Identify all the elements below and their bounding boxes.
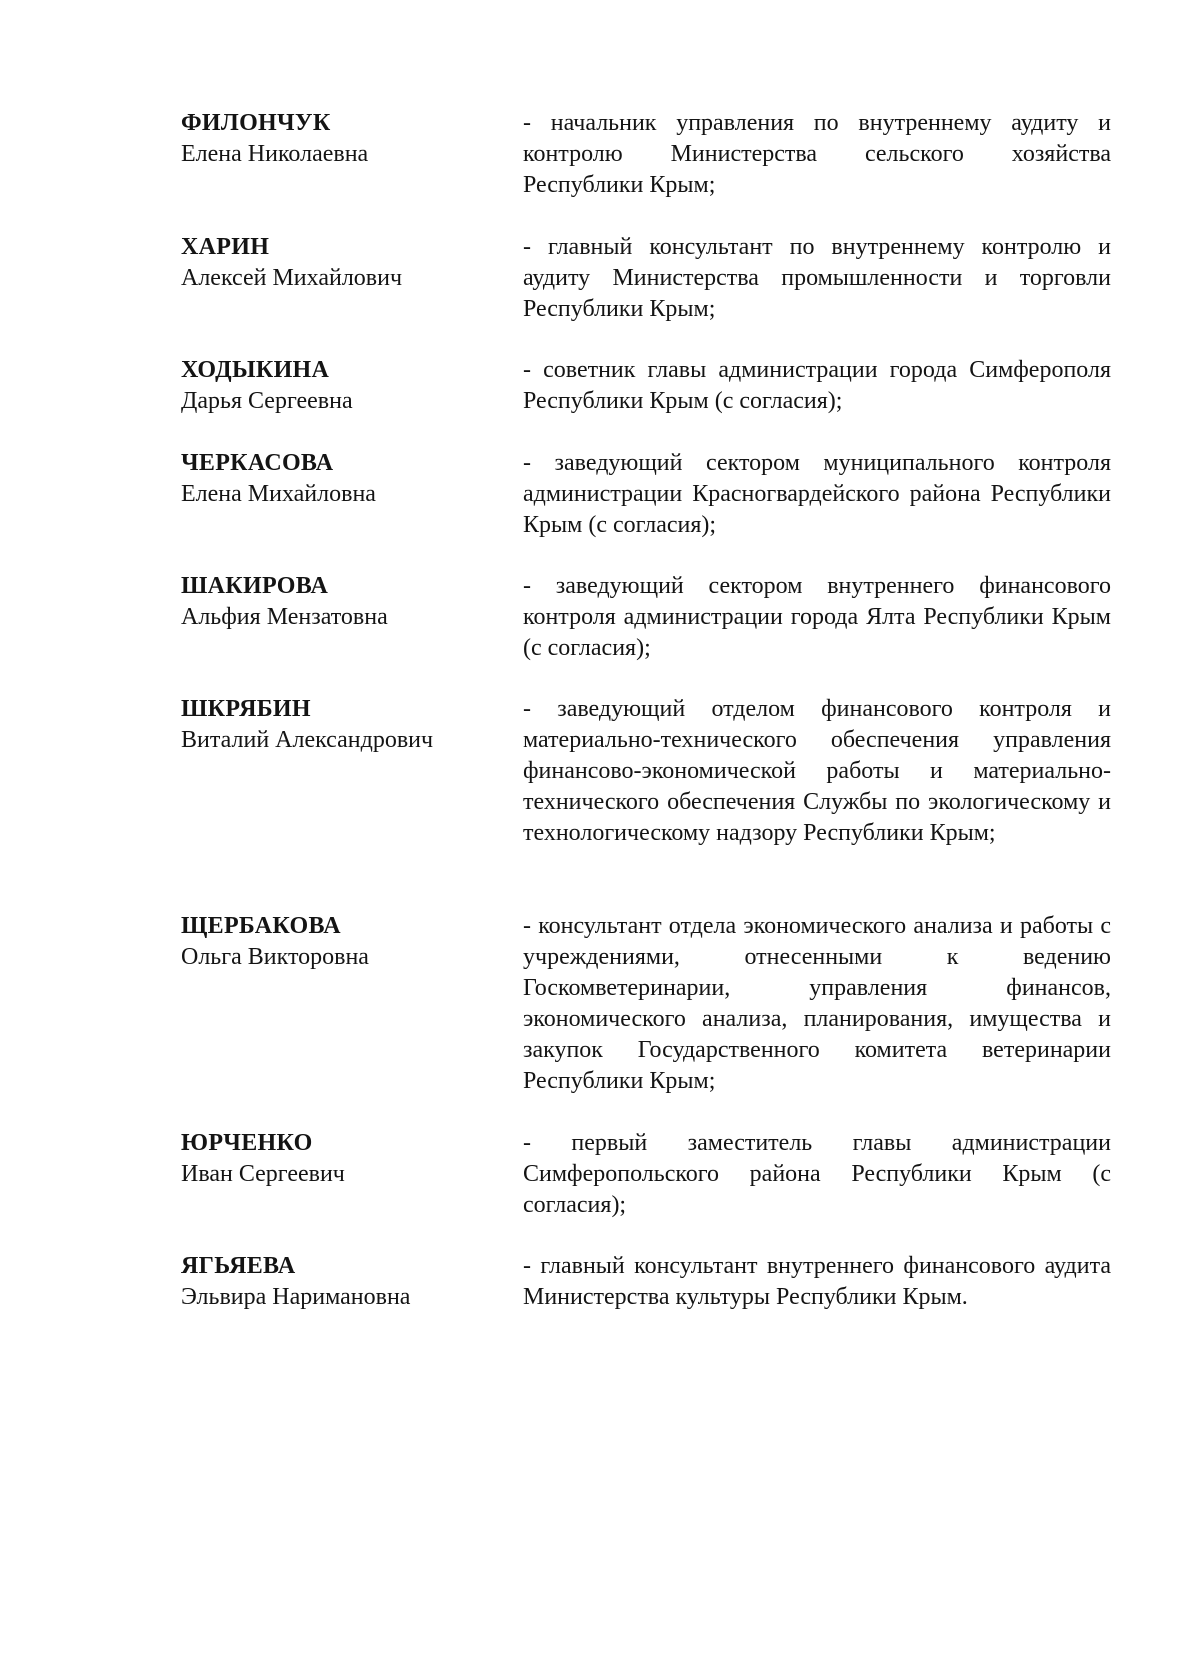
- member-surname: ФИЛОНЧУК: [181, 110, 331, 136]
- member-name: [181, 571, 511, 633]
- member-given-names: Елена Николаевна: [181, 141, 369, 167]
- member-name: [181, 694, 511, 756]
- member-surname: ЩЕРБАКОВА: [181, 913, 341, 939]
- member-position: - консультант отдела экономического анализа и работы с учреждениями, отнесенными к ведению Госкомветеринарии, управления финансов, экономического анализа, планирования, имущества и закупок Государственного комитета ветеринарии Республики Крым;: [523, 913, 1111, 1094]
- member-surname: ЧЕРКАСОВА: [181, 450, 334, 476]
- member-position: - главный консультант внутреннего финансового аудита Министерства культуры Республики Крым.: [523, 1253, 1111, 1310]
- member-position: - первый заместитель главы администрации Симферопольского района Республики Крым (с согласия);: [523, 1130, 1111, 1218]
- member-surname: ЮРЧЕНКО: [181, 1130, 313, 1156]
- member-surname: ШАКИРОВА: [181, 573, 329, 599]
- member-given-names: Иван Сергеевич: [181, 1161, 345, 1187]
- member-name: [181, 108, 511, 170]
- member-given-names: Дарья Сергеевна: [181, 388, 353, 414]
- member-position: - начальник управления по внутреннему аудиту и контролю Министерства сельского хозяйства Республики Крым;: [523, 110, 1111, 198]
- member-name: [181, 1128, 511, 1190]
- member-position: - заведующий сектором внутреннего финансового контроля администрации города Ялта Республики Крым (с согласия);: [523, 573, 1111, 661]
- member-surname: ЯГЬЯЕВА: [181, 1253, 296, 1279]
- member-surname: ХОДЫКИНА: [181, 357, 330, 383]
- member-given-names: Елена Михайловна: [181, 481, 376, 507]
- member-position: - советник главы администрации города Симферополя Республики Крым (с согласия);: [523, 357, 1111, 414]
- member-given-names: Алексей Михайлович: [181, 265, 403, 291]
- member-surname: ШКРЯБИН: [181, 696, 311, 722]
- member-given-names: Ольга Викторовна: [181, 944, 369, 970]
- member-name: [181, 911, 511, 973]
- member-given-names: Альфия Мензатовна: [181, 604, 388, 630]
- member-name: [181, 1251, 511, 1313]
- member-name: [181, 448, 511, 510]
- member-surname: ХАРИН: [181, 234, 270, 260]
- member-name: [181, 355, 511, 417]
- member-given-names: Виталий Александрович: [181, 727, 434, 753]
- member-position: - заведующий сектором муниципального контроля администрации Красногвардейского района Республики Крым (с согласия);: [523, 450, 1111, 538]
- member-name: [181, 232, 511, 294]
- member-position: - заведующий отделом финансового контроля и материально-технического обеспечения управления финансово-экономической работы и материально-технического обеспечения Службы по экологическому и технологическому надзору Республики Крым;: [523, 696, 1111, 846]
- member-position: - главный консультант по внутреннему контролю и аудиту Министерства промышленности и торговли Республики Крым;: [523, 234, 1111, 322]
- member-given-names: Эльвира Наримановна: [181, 1284, 411, 1310]
